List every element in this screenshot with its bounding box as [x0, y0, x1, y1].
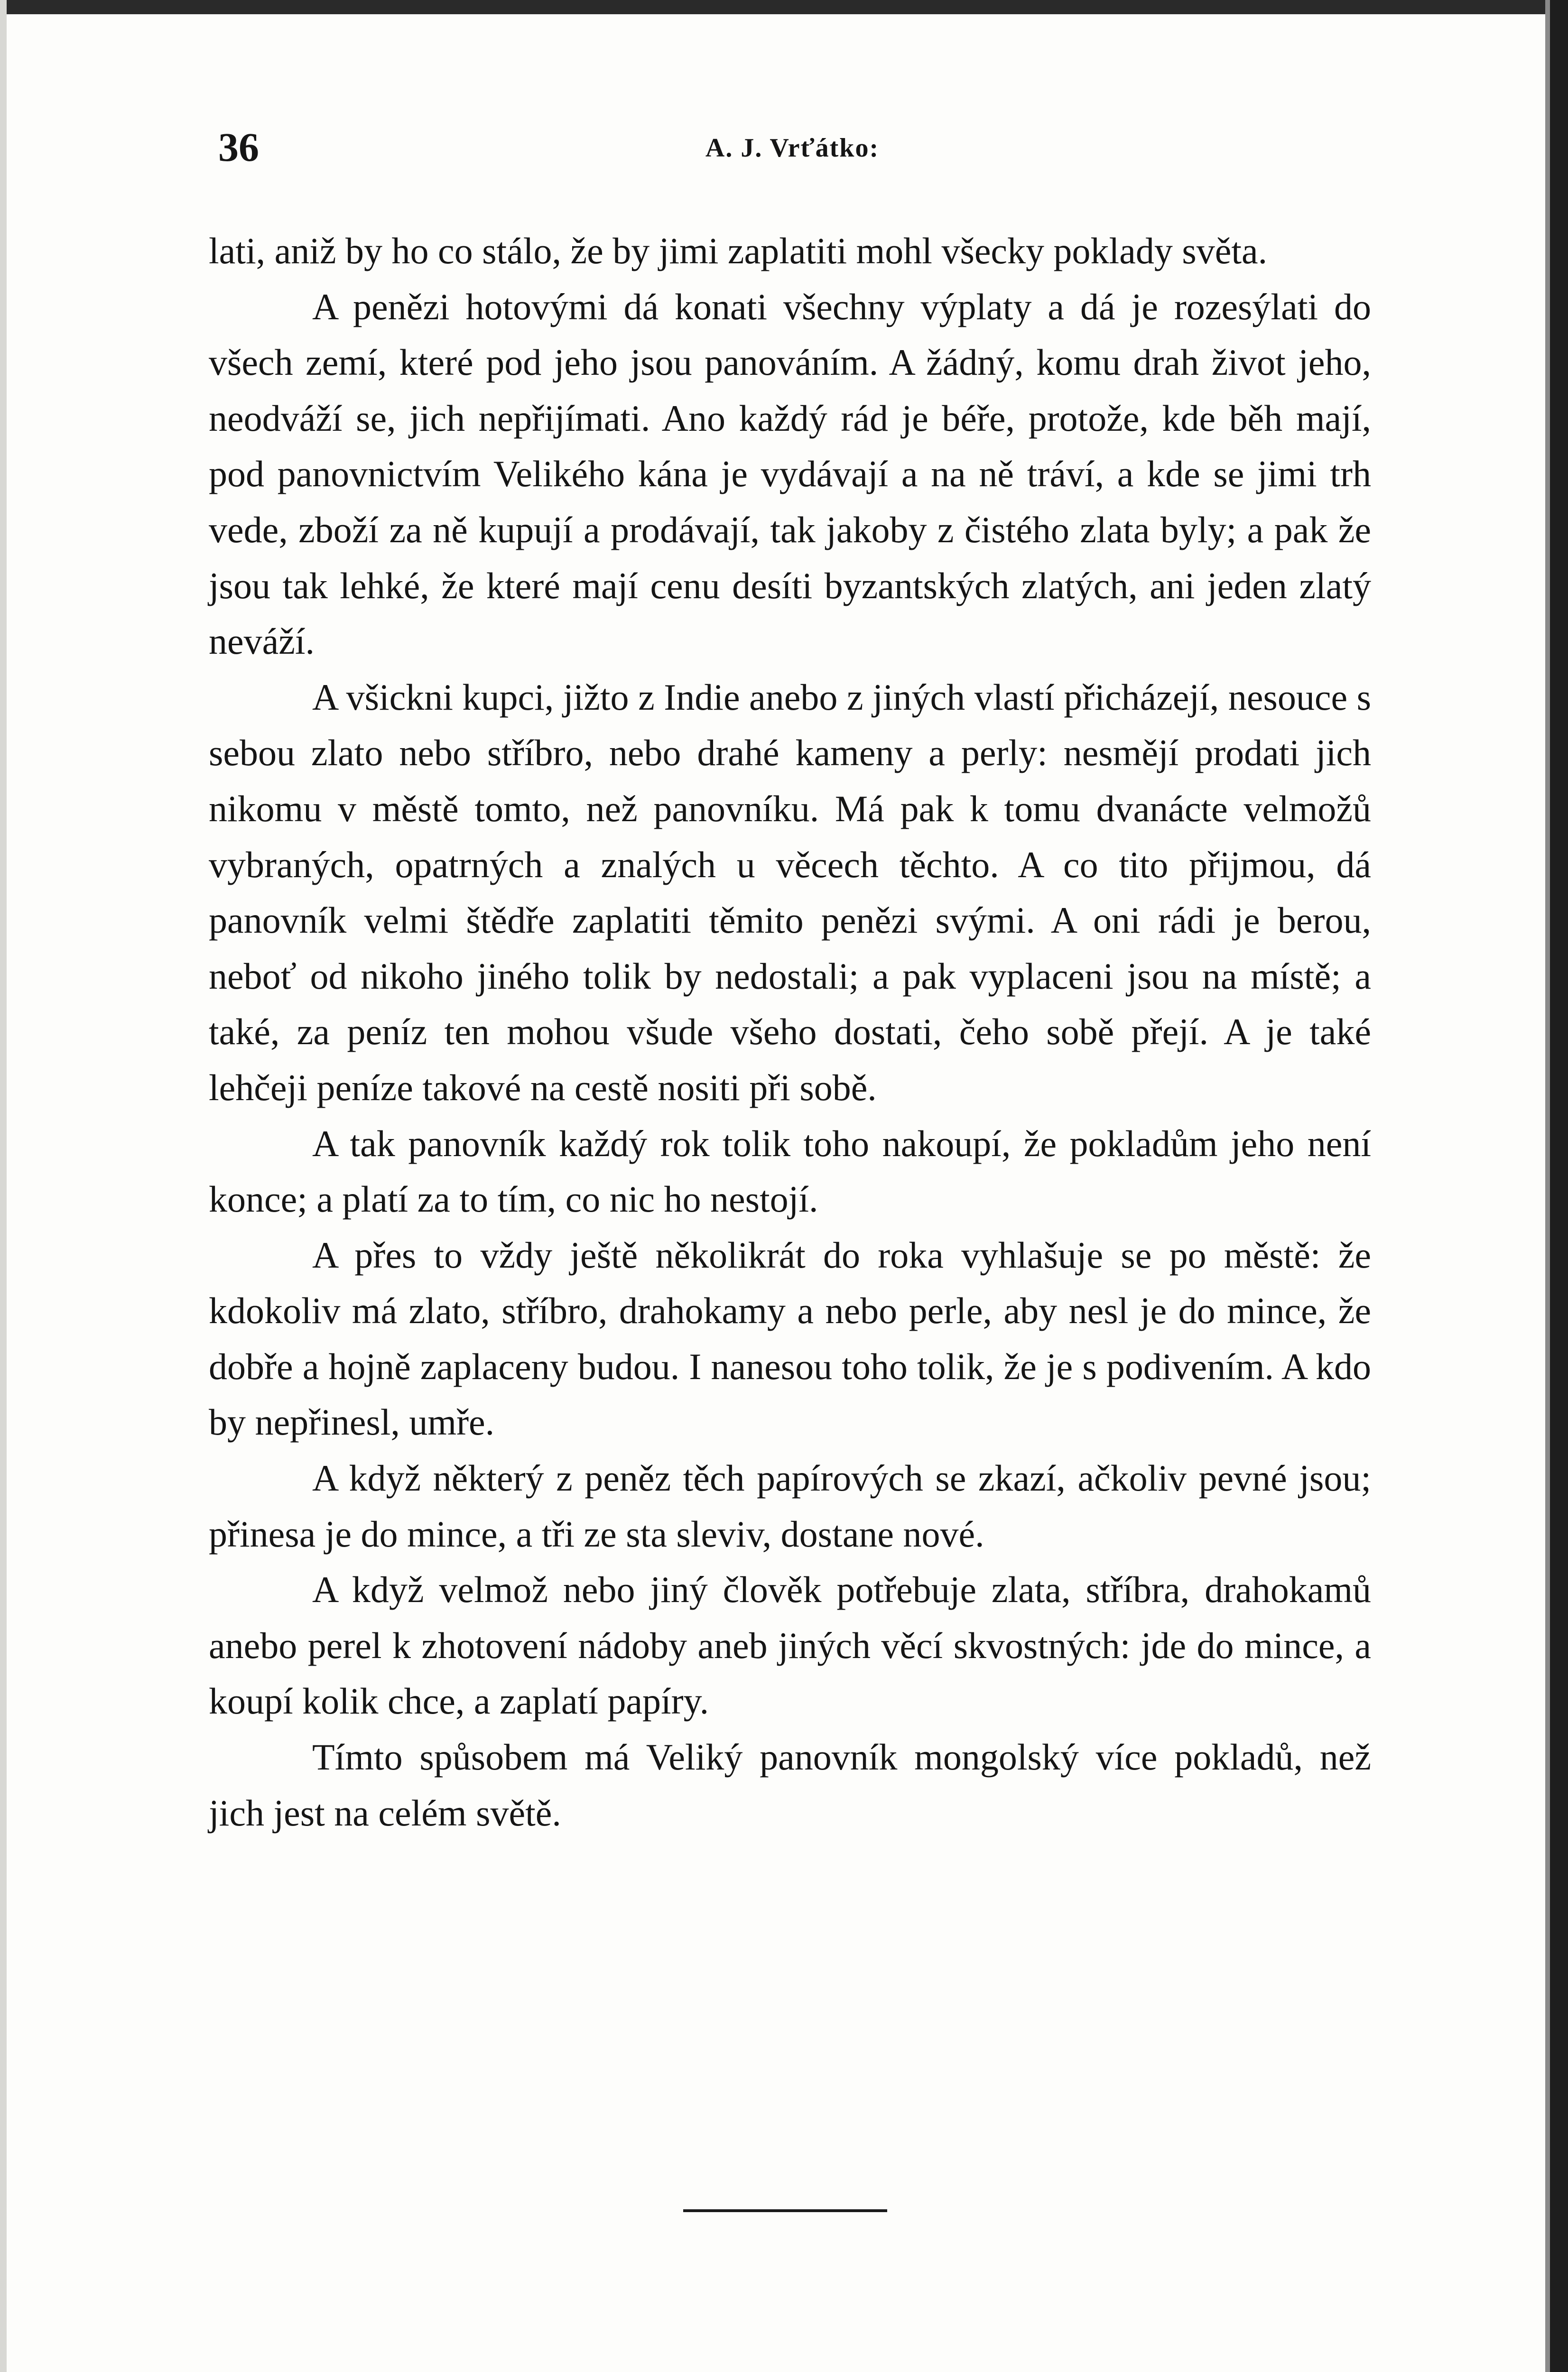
scan-edge-top — [0, 0, 1568, 14]
section-end-rule — [683, 2209, 887, 2212]
scan-edge-left — [0, 0, 7, 2372]
running-head: A. J. Vrťátko: — [705, 133, 880, 163]
paragraph-5: A přes to vždy ještě několikrát do roka vyhlašuje se po městě: že kdokoliv má zlato, stříbro, drahokamy a nebo perle, aby nesl je do mince, že dobře a hojně zaplaceny budou. I nanesou toho tolik, že je s podivením. A kdo by nepřinesl, umře. — [209, 1234, 1371, 1443]
scan-edge-right — [1550, 0, 1568, 2372]
scan-edge-right-shadow — [1545, 0, 1550, 2372]
paragraph-8: Tímto spůsobem má Veliký panovník mongolský více pokladů, než jich jest na celém světě. — [209, 1736, 1371, 1834]
paragraph-7: A když velmož nebo jiný člověk potřebuje zlata, stříbra, drahokamů anebo perel k zhotovení nádoby aneb jiných věcí skvostných: jde do mince, a koupí kolik chce, a zaplatí papíry. — [209, 1569, 1371, 1722]
paragraph-3: A všickni kupci, jižto z Indie anebo z jiných vlastí přicházejí, nesouce s sebou zlato nebo stříbro, nebo drahé kameny a perly: nesmějí prodati jich nikomu v městě tomto, než panovníku. Má pak k tomu dvanácte velmožů vybraných, opatrných a znalých u věcech těchto. A co tito přijmou, dá panovník velmi štědře zaplatiti těmito penězi svými. A oni rádi je berou, neboť od nikoho jiného tolik by nedostali; a pak vyplaceni jsou na místě; a také, za peníz ten mohou všude všeho dostati, čeho sobě přejí. A je také lehčeji peníze takové na cestě nositi při sobě. — [209, 676, 1371, 1108]
body-text — [209, 223, 1371, 1841]
page-header — [209, 121, 1376, 173]
paragraph-2: A penězi hotovými dá konati všechny výplaty a dá je rozesýlati do všech zemí, které pod jeho jsou panováním. A žádný, komu drah život jeho, neodváží se, jich nepřijímati. Ano každý rád je béře, protože, kde běh mají, pod panovnictvím Velikého kána je vydávají a na ně tráví, a kde se jimi trh vede, zboží za ně kupují a prodávají, tak jakoby z čistého zlata byly; a pak že jsou tak lehké, že které mají cenu desíti byzantských zlatých, ani jeden zlatý neváží. — [209, 286, 1371, 662]
paragraph-4: A tak panovník každý rok tolik toho nakoupí, že pokladům jeho není konce; a platí za to tím, co nic ho nestojí. — [209, 1122, 1371, 1220]
paragraph-1: lati, aniž by ho co stálo, že by jimi zaplatiti mohl všecky poklady světa. — [209, 230, 1268, 271]
paragraph-6: A když některý z peněz těch papírových se zkazí, ačkoliv pevné jsou; přinesa je do mince, a tři ze sta sleviv, dostane nové. — [209, 1457, 1371, 1555]
page-number: 36 — [218, 124, 259, 170]
